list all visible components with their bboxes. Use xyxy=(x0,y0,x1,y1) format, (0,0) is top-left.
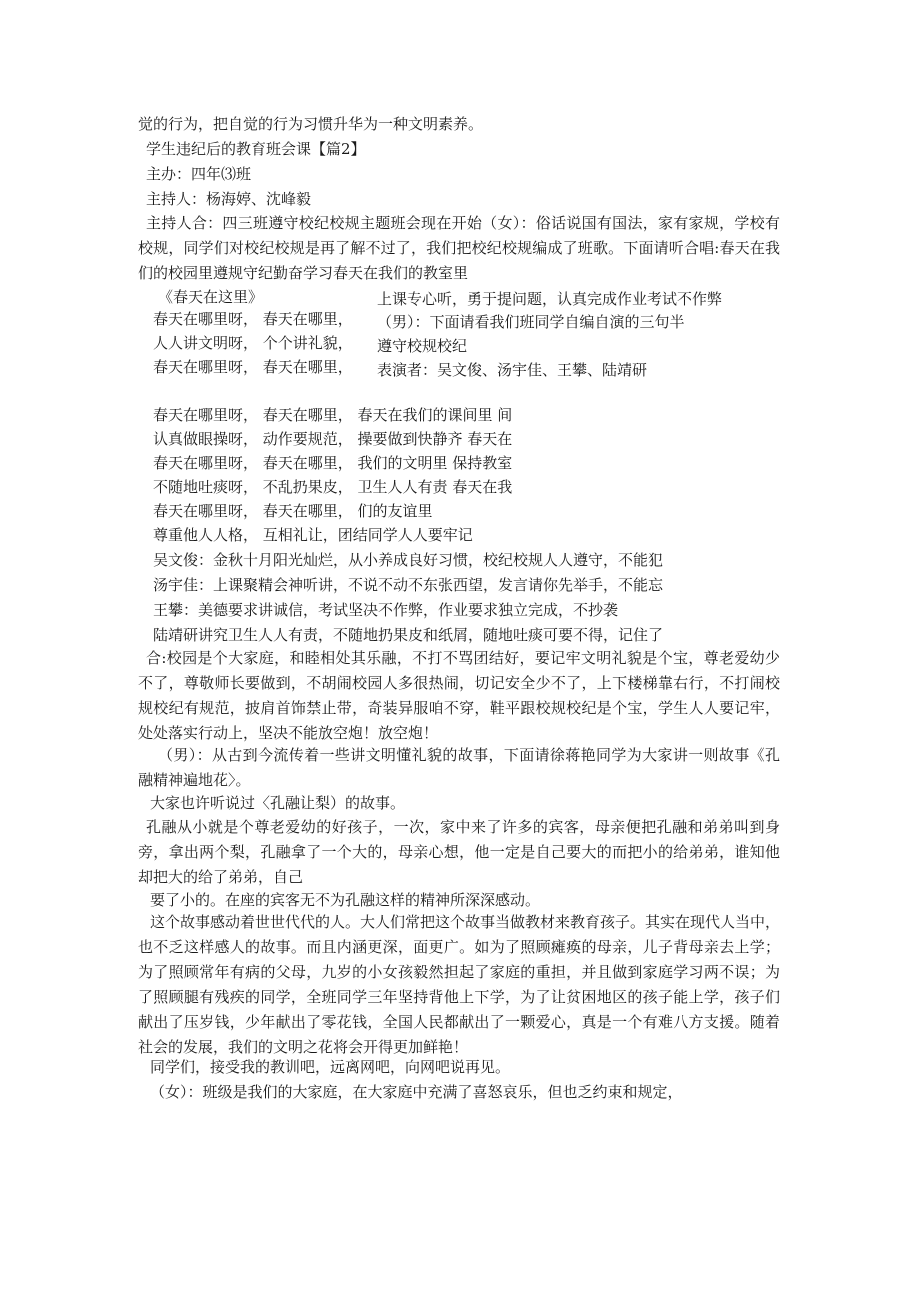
song-line: 人人讲文明呀， 个个讲礼貌， xyxy=(153,334,353,352)
performer-line: 陆靖研讲究卫生人人有责，不随地扔果皮和纸屑，随地吐痰可要不得，记住了 xyxy=(153,626,664,644)
text-line: （女）：班级是我们的大家庭，在大家庭中充满了喜怒哀乐，但也乏约束和规定， xyxy=(150,1083,683,1101)
paragraph-male-host: （男）：从古到今流传着一些讲文明懂礼貌的故事，下面请徐蒋艳同学为大家讲一则故事《孔融精神遍地花〉。 xyxy=(138,746,780,789)
song-line: 认真做眼操呀， 动作要规范， 操要做到快静齐 春天在 xyxy=(153,430,513,448)
text-line: 觉的行为，把自觉的行为习惯升华为一种文明素养。 xyxy=(138,115,484,133)
song-line: 春天在哪里呀， 春天在哪里， 春天在我们的课间里 间 xyxy=(153,406,513,424)
text-line: 要了小的。在座的宾客无不为孔融这样的精神所深深感动。 xyxy=(150,891,541,909)
paragraph-intro: 主持人合：四三班遵守校纪校规主题班会现在开始（女）：俗话说国有国法，家有家规，学校有校规，同学们对校纪校规是再了解不过了，我们把校纪校规编成了班歌。下面请听合唱:春天在我们的校园里遵规守纪勤奋学习春天在我们的教室里 xyxy=(138,214,780,282)
right-column-line: 上课专心听，勇于提问题，认真完成作业考试不作弊 xyxy=(377,290,723,308)
performer-line: 汤宇佳：上课聚精会神听讲，不说不动不东张西望，发言请你先举手，不能忘 xyxy=(153,576,664,594)
right-column-line: 遵守校规校纪 xyxy=(377,337,468,355)
paragraph-chorus: 合:校园是个大家庭，和睦相处其乐融，不打不骂团结好，要记牢文明礼貌是个宝，尊老爱幼少不了，尊敬师长要做到，不胡闹校园人多很热闹，切记安全少不了，上下楼梯靠右行，不打闹校规校纪有规范，披肩首饰禁止带，奇装异服咱不穿，鞋平跟校规校纪是个宝，学生人人要记牢，处处落实行动上，坚决不能放空炮！放空炮！ xyxy=(138,649,780,742)
section-heading: 学生违纪后的教育班会课【篇2】 xyxy=(146,140,366,158)
text-line: 大家也许听说过〈孔融让梨）的故事。 xyxy=(150,794,406,812)
song-line: 春天在哪里呀， 春天在哪里， xyxy=(153,310,353,328)
performer-line: 王攀：美德要求讲诚信，考试坚决不作弊，作业要求独立完成，不抄袭 xyxy=(153,601,619,619)
song-line: 春天在哪里呀， 春天在哪里， 们的友谊里 xyxy=(153,502,433,520)
host-line: 主持人：杨海婷、沈峰毅 xyxy=(146,190,312,208)
performer-line: 吴文俊：金秋十月阳光灿烂，从小养成良好习惯，校纪校规人人遵守，不能犯 xyxy=(153,551,664,569)
song-title: 《春天在这里》 xyxy=(158,288,264,306)
right-column-line: 表演者：吴文俊、汤宇佳、王攀、陆靖研 xyxy=(377,361,648,379)
song-line: 尊重他人人格， 互相礼让，团结同学人人要牢记 xyxy=(153,526,473,544)
right-column-line: （男）：下面请看我们班同学自编自演的三句半 xyxy=(377,313,685,331)
song-line: 不随地吐痰呀， 不乱扔果皮， 卫生人人有责 春天在我 xyxy=(153,478,513,496)
song-line: 春天在哪里呀， 春天在哪里， xyxy=(153,358,353,376)
text-line: 同学们，接受我的教训吧，远离网吧，向网吧说再见。 xyxy=(150,1058,511,1076)
song-line: 春天在哪里呀， 春天在哪里， 我们的文明里 保持教室 xyxy=(153,454,513,472)
paragraph-story: 孔融从小就是个尊老爱幼的好孩子，一次，家中来了许多的宾客，母亲便把孔融和弟弟叫到身旁，拿出两个梨，孔融拿了一个大的，母亲心想，他一定是自己要大的而把小的给弟弟，谁知他却把大的给了弟弟，自己 xyxy=(138,818,780,886)
organizer-line: 主办：四年⑶班 xyxy=(146,165,252,183)
paragraph-story-moral: 这个故事感动着世世代代的人。大人们常把这个故事当做教材来教育孩子。其实在现代人当中，也不乏这样感人的故事。而且内涵更深，面更广。如为了照顾瘫痪的母亲，儿子背母亲去上学；为了照顾常年有病的父母，九岁的小女孩毅然担起了家庭的重担，并且做到家庭学习两不误；为了照顾腿有残疾的同学，全班同学三年坚持背他上下学，为了让贫困地区的孩子能上学，孩子们献出了压岁钱，少年献出了零花钱，全国人民都献出了一颗爱心，真是一个有难八方支援。随着社会的发展，我们的文明之花将会开得更加鲜艳！ xyxy=(138,913,781,1056)
